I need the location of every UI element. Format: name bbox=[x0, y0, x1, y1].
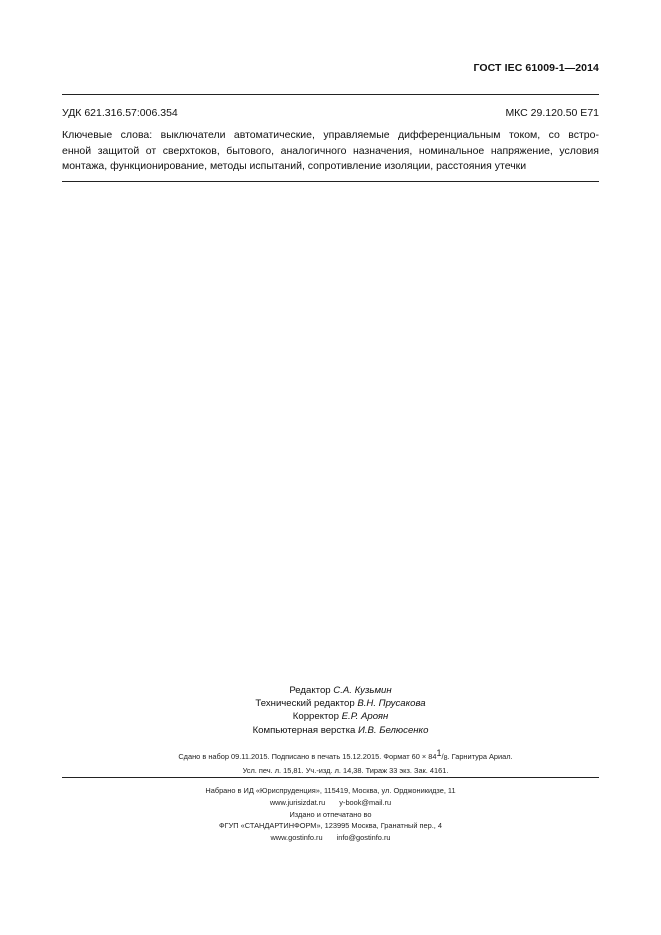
imprint-divider bbox=[62, 777, 599, 778]
keywords-line-1: Ключевые слова: выключатели автоматические, управляемые дифференциальным током, со встро- bbox=[62, 129, 599, 141]
imprint-block bbox=[62, 785, 599, 844]
print-info-line-1: Сдано в набор 09.11.2015. Подписано в печать 15.12.2015. Формат $60 \times 84^1/_8$. Гарнитура Ариал. bbox=[178, 748, 513, 762]
typeface-info: . Гарнитура Ариал. bbox=[447, 752, 513, 761]
print-info-line-2: Усл. печ. л. 15,81. Уч.-изд. л. 14,38. Тираж 33 экз. Зак. 4161. bbox=[242, 765, 449, 775]
publisher-email-link[interactable]: info@gostinfo.ru bbox=[336, 833, 391, 843]
typeset-contacts bbox=[62, 797, 599, 809]
print-dates-format: Сдано в набор 09.11.2015. Подписано в печать 15.12.2015. Формат 60 × 84 bbox=[178, 752, 437, 761]
keywords-line-2: енной защитой от сверхтоков, бытового, аналогичного назначения, номинальное напряжение, условия bbox=[62, 144, 599, 157]
credit-tech-editor bbox=[0, 697, 661, 710]
credit-editor bbox=[0, 684, 661, 697]
publisher-website-link[interactable]: www.gostinfo.ru bbox=[270, 833, 323, 843]
corrector-name: Е.Р. Ароян bbox=[341, 711, 389, 723]
credit-corrector bbox=[0, 710, 661, 723]
top-divider bbox=[62, 94, 599, 95]
mks-code: МКС 29.120.50 Е71 bbox=[505, 107, 599, 119]
keywords-line-3: монтажа, функционирование, методы испытаний, сопротивление изоляции, расстояния утечки bbox=[62, 160, 527, 172]
udk-code: УДК 621.316.57:006.354 bbox=[62, 107, 178, 119]
publisher-info: ФГУП «СТАНДАРТИНФОРМ», 123995 Москва, Гранатный пер., 4 bbox=[218, 821, 443, 831]
tech-editor-role: Технический редактор bbox=[255, 698, 355, 710]
layout-role: Компьютерная верстка bbox=[252, 724, 356, 736]
credit-layout bbox=[0, 724, 661, 737]
format-numerator: 1 bbox=[436, 748, 442, 758]
published-label: Издано и отпечатано во bbox=[289, 809, 372, 819]
layout-name: И.В. Белюсенко bbox=[358, 724, 429, 736]
keywords-block bbox=[62, 128, 599, 175]
tech-editor-name: В.Н. Прусакова bbox=[357, 698, 426, 710]
keywords-divider bbox=[62, 181, 599, 182]
standard-number: ГОСТ IEC 61009-1—2014 bbox=[473, 62, 599, 74]
typeset-info: Набрано в ИД «Юриспруденция», 115419, Москва, ул. Орджоникидзе, 11 bbox=[205, 786, 456, 795]
typeset-email-link[interactable]: y-book@mail.ru bbox=[339, 797, 392, 807]
typeset-website-link[interactable]: www.jurisizdat.ru bbox=[269, 797, 326, 807]
format-denominator: 8 bbox=[443, 755, 448, 762]
credits-block bbox=[0, 684, 661, 737]
corrector-role: Корректор bbox=[292, 711, 339, 723]
publisher-contacts bbox=[62, 832, 599, 844]
editor-name: С.А. Кузьмин bbox=[333, 685, 392, 696]
print-info-block bbox=[62, 748, 599, 776]
editor-role: Редактор bbox=[289, 685, 331, 696]
